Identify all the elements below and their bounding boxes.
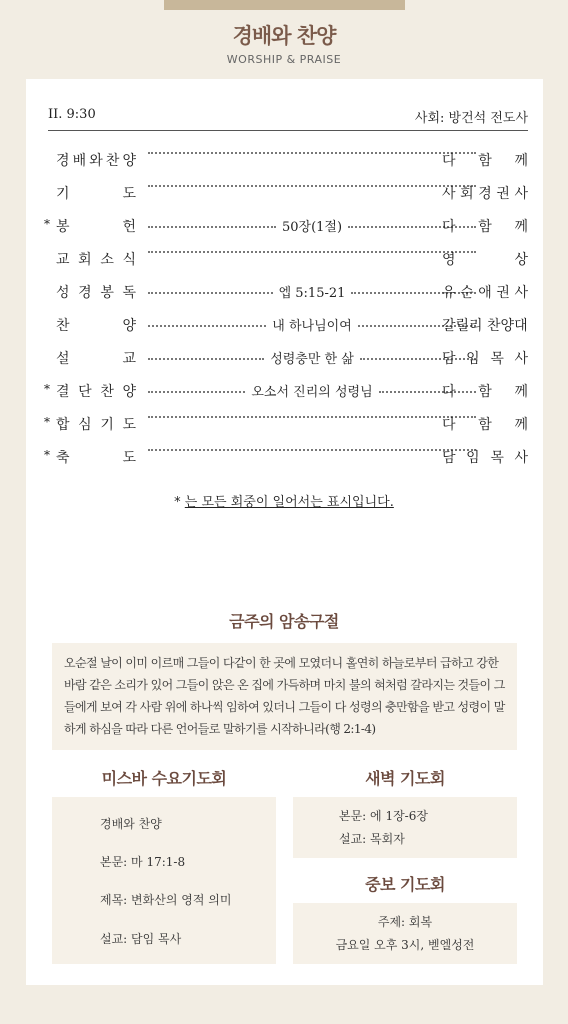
order-person-char: 애 xyxy=(478,285,492,301)
order-row xyxy=(44,381,528,403)
order-label-char: 도 xyxy=(122,450,136,466)
order-person-char: 사 xyxy=(442,186,456,202)
order-person-char: 목 xyxy=(490,351,504,367)
order-person-char: 다 xyxy=(442,384,456,400)
order-label-char: 찬 xyxy=(56,318,70,334)
dots xyxy=(148,152,476,154)
order-label-char: 도 xyxy=(122,417,136,433)
dot-leader xyxy=(148,249,476,253)
order-person-char: 권 xyxy=(496,186,510,202)
order-person-char: 께 xyxy=(514,219,528,235)
order-row xyxy=(44,150,528,172)
order-person-char: 사 xyxy=(514,285,528,301)
order-person-char: 다 xyxy=(442,219,456,235)
dots xyxy=(148,325,266,327)
dot-leader xyxy=(148,447,476,451)
order-label xyxy=(56,216,136,236)
intercession-title: 중보 기도회 xyxy=(365,875,445,894)
order-person-char: 상 xyxy=(514,252,528,268)
order-person-char: 목 xyxy=(490,450,504,466)
order-row xyxy=(44,348,528,370)
order-person xyxy=(442,447,528,467)
dot-leader xyxy=(148,282,476,301)
misba-box xyxy=(52,797,276,964)
order-label xyxy=(56,414,136,434)
order-label-char: 단 xyxy=(78,384,92,400)
order-label-char: 양 xyxy=(122,153,136,169)
order-person-char: 사 xyxy=(514,186,528,202)
page-title: 경배와 찬양 xyxy=(232,24,336,48)
misba-line: 본문: 마 17:1-8 xyxy=(100,855,186,869)
order-person-char: 께 xyxy=(514,384,528,400)
order-person-char: 영 xyxy=(442,252,456,268)
order-label-char: 축 xyxy=(56,450,70,466)
order-person xyxy=(442,150,528,170)
order-person-char: 사 xyxy=(514,351,528,367)
order-label-char: 배 xyxy=(72,153,87,169)
order-person-char: 께 xyxy=(514,153,528,169)
dawn-line: 본문: 에 1장-6장 xyxy=(339,809,428,823)
order-label-char: 심 xyxy=(78,417,92,433)
order-person-char: 순 xyxy=(460,285,474,301)
intercession-box xyxy=(293,903,517,964)
order-label-char: 봉 xyxy=(100,285,114,301)
misba-line: 제목: 변화산의 영적 의미 xyxy=(100,893,232,907)
order-label-char: 독 xyxy=(122,285,136,301)
order-label-char: 결 xyxy=(56,384,70,400)
order-person-char: 유 xyxy=(442,285,456,301)
order-detail: 성령충만 한 삶 xyxy=(270,352,354,367)
order-label-char: 찬 xyxy=(100,384,114,400)
order-row xyxy=(44,216,528,238)
note-star: * xyxy=(174,495,181,510)
order-label-char: 교 xyxy=(122,351,136,367)
order-label-char: 와 xyxy=(89,153,103,169)
order-label-char: 기 xyxy=(56,186,70,202)
order-person xyxy=(442,315,528,335)
order-person-char: 다 xyxy=(442,417,456,433)
intercession-line: 주제: 회복 xyxy=(377,915,433,929)
dot-leader xyxy=(148,183,476,187)
dot-leader xyxy=(148,150,476,154)
order-label-char: 소 xyxy=(100,252,114,268)
order-person xyxy=(442,249,528,269)
order-person xyxy=(442,348,528,368)
order-person-char: 임 xyxy=(466,450,480,466)
verse-title: 금주의 암송구절 xyxy=(229,612,339,631)
order-person-char: 경 xyxy=(478,186,492,202)
order-detail: 오소서 진리의 성령님 xyxy=(251,385,373,400)
header-divider xyxy=(48,130,528,131)
order-label-char: 성 xyxy=(56,285,70,301)
order-person xyxy=(442,414,528,434)
order-row xyxy=(44,447,528,469)
order-label xyxy=(56,348,136,368)
order-person-char: 임 xyxy=(466,351,480,367)
dot-leader xyxy=(148,414,476,418)
dawn-box xyxy=(293,797,517,858)
order-person-char: 사 xyxy=(514,450,528,466)
order-person xyxy=(442,282,528,302)
order-person xyxy=(442,216,528,236)
order-person-char: 담 xyxy=(442,351,456,367)
order-row xyxy=(44,315,528,337)
dawn-line: 설교: 목회자 xyxy=(339,832,405,846)
order-person-char: 함 xyxy=(478,417,492,433)
order-label xyxy=(56,315,136,335)
order-detail: 50장(1절) xyxy=(281,220,343,235)
order-label xyxy=(56,282,136,302)
order-person xyxy=(442,381,528,401)
order-person-char: 함 xyxy=(478,384,492,400)
standing-marker: * xyxy=(44,448,50,462)
service-leader: 사회: 방건석 전도사 xyxy=(414,111,528,126)
note-text: 는 모든 회중이 일어서는 표시입니다. xyxy=(184,495,394,510)
dot-leader xyxy=(148,216,476,235)
standing-marker: * xyxy=(44,217,50,231)
order-label-char: 경 xyxy=(78,285,92,301)
order-label-char: 설 xyxy=(56,351,70,367)
misba-title: 미스바 수요기도회 xyxy=(101,769,227,788)
order-detail: 엡 5:15-21 xyxy=(278,286,346,301)
order-person xyxy=(442,183,528,203)
verse-text: 오순절 날이 이미 이르매 그들이 다같이 한 곳에 모였더니 홀연히 하늘로부터 급하고 강한 바람 같은 소리가 있어 그들이 앉은 온 집에 가득하며 마치 불의 혀처럼 갈라지는 것들이 그들에게 보여 각 사람 위에 하나씩 임하여 있더니 그들이 다 성령의 충만함을 받고 성령이 말하게 하심을 따라 다른 언어들로 말하기를 시작하니라(행 2:1-4) xyxy=(64,656,505,736)
order-label-char: 찬 xyxy=(105,153,120,169)
dots xyxy=(148,358,264,360)
order-detail: 내 하나님이여 xyxy=(272,319,352,334)
dawn-title: 새벽 기도회 xyxy=(365,769,445,788)
standing-marker: * xyxy=(44,382,50,396)
order-label-char: 교 xyxy=(56,252,70,268)
misba-line: 경배와 찬양 xyxy=(100,817,162,831)
verse-box xyxy=(52,643,517,750)
order-person-char: 께 xyxy=(514,417,528,433)
standing-marker: * xyxy=(44,415,50,429)
order-label xyxy=(56,150,136,170)
order-person-char: 담 xyxy=(442,450,456,466)
dots xyxy=(148,391,245,393)
order-label-char: 경 xyxy=(56,153,70,169)
order-row xyxy=(44,282,528,304)
order-label-char: 양 xyxy=(122,384,136,400)
order-label xyxy=(56,249,136,269)
misba-line: 설교: 담임 목사 xyxy=(100,932,182,946)
order-row xyxy=(44,183,528,205)
dots xyxy=(148,185,476,187)
order-person-char: 함 xyxy=(478,153,492,169)
order-person-char: 권 xyxy=(496,285,510,301)
order-row xyxy=(44,414,528,436)
order-label-char: 봉 xyxy=(56,219,70,235)
dot-leader xyxy=(148,381,476,400)
standing-note xyxy=(0,491,568,510)
dot-leader xyxy=(148,348,476,367)
dot-leader xyxy=(148,315,476,334)
top-accent-bar xyxy=(164,0,405,10)
dots xyxy=(148,416,476,418)
order-label-char: 식 xyxy=(122,252,136,268)
order-person-char: 함 xyxy=(478,219,492,235)
service-time: II. 9:30 xyxy=(48,107,96,122)
order-label-char: 헌 xyxy=(122,219,136,235)
page-subtitle: WORSHIP & PRAISE xyxy=(226,53,342,66)
dots xyxy=(148,251,476,253)
order-person-char: 회 xyxy=(460,186,474,202)
service-header xyxy=(48,107,528,127)
intercession-line: 금요일 오후 3시, 벧엘성전 xyxy=(335,938,475,952)
dots xyxy=(148,449,476,451)
dots xyxy=(148,226,276,228)
dots xyxy=(148,292,273,294)
order-row xyxy=(44,249,528,271)
order-label-char: 양 xyxy=(122,318,136,334)
order-person-char: 갈릴리 찬양대 xyxy=(442,318,528,334)
order-label-char: 도 xyxy=(122,186,136,202)
order-label xyxy=(56,381,136,401)
order-label-char: 합 xyxy=(56,417,70,433)
order-label-char: 회 xyxy=(78,252,92,268)
order-person-char: 다 xyxy=(442,153,456,169)
order-label-char: 기 xyxy=(100,417,114,433)
order-label xyxy=(56,447,136,467)
order-label xyxy=(56,183,136,203)
